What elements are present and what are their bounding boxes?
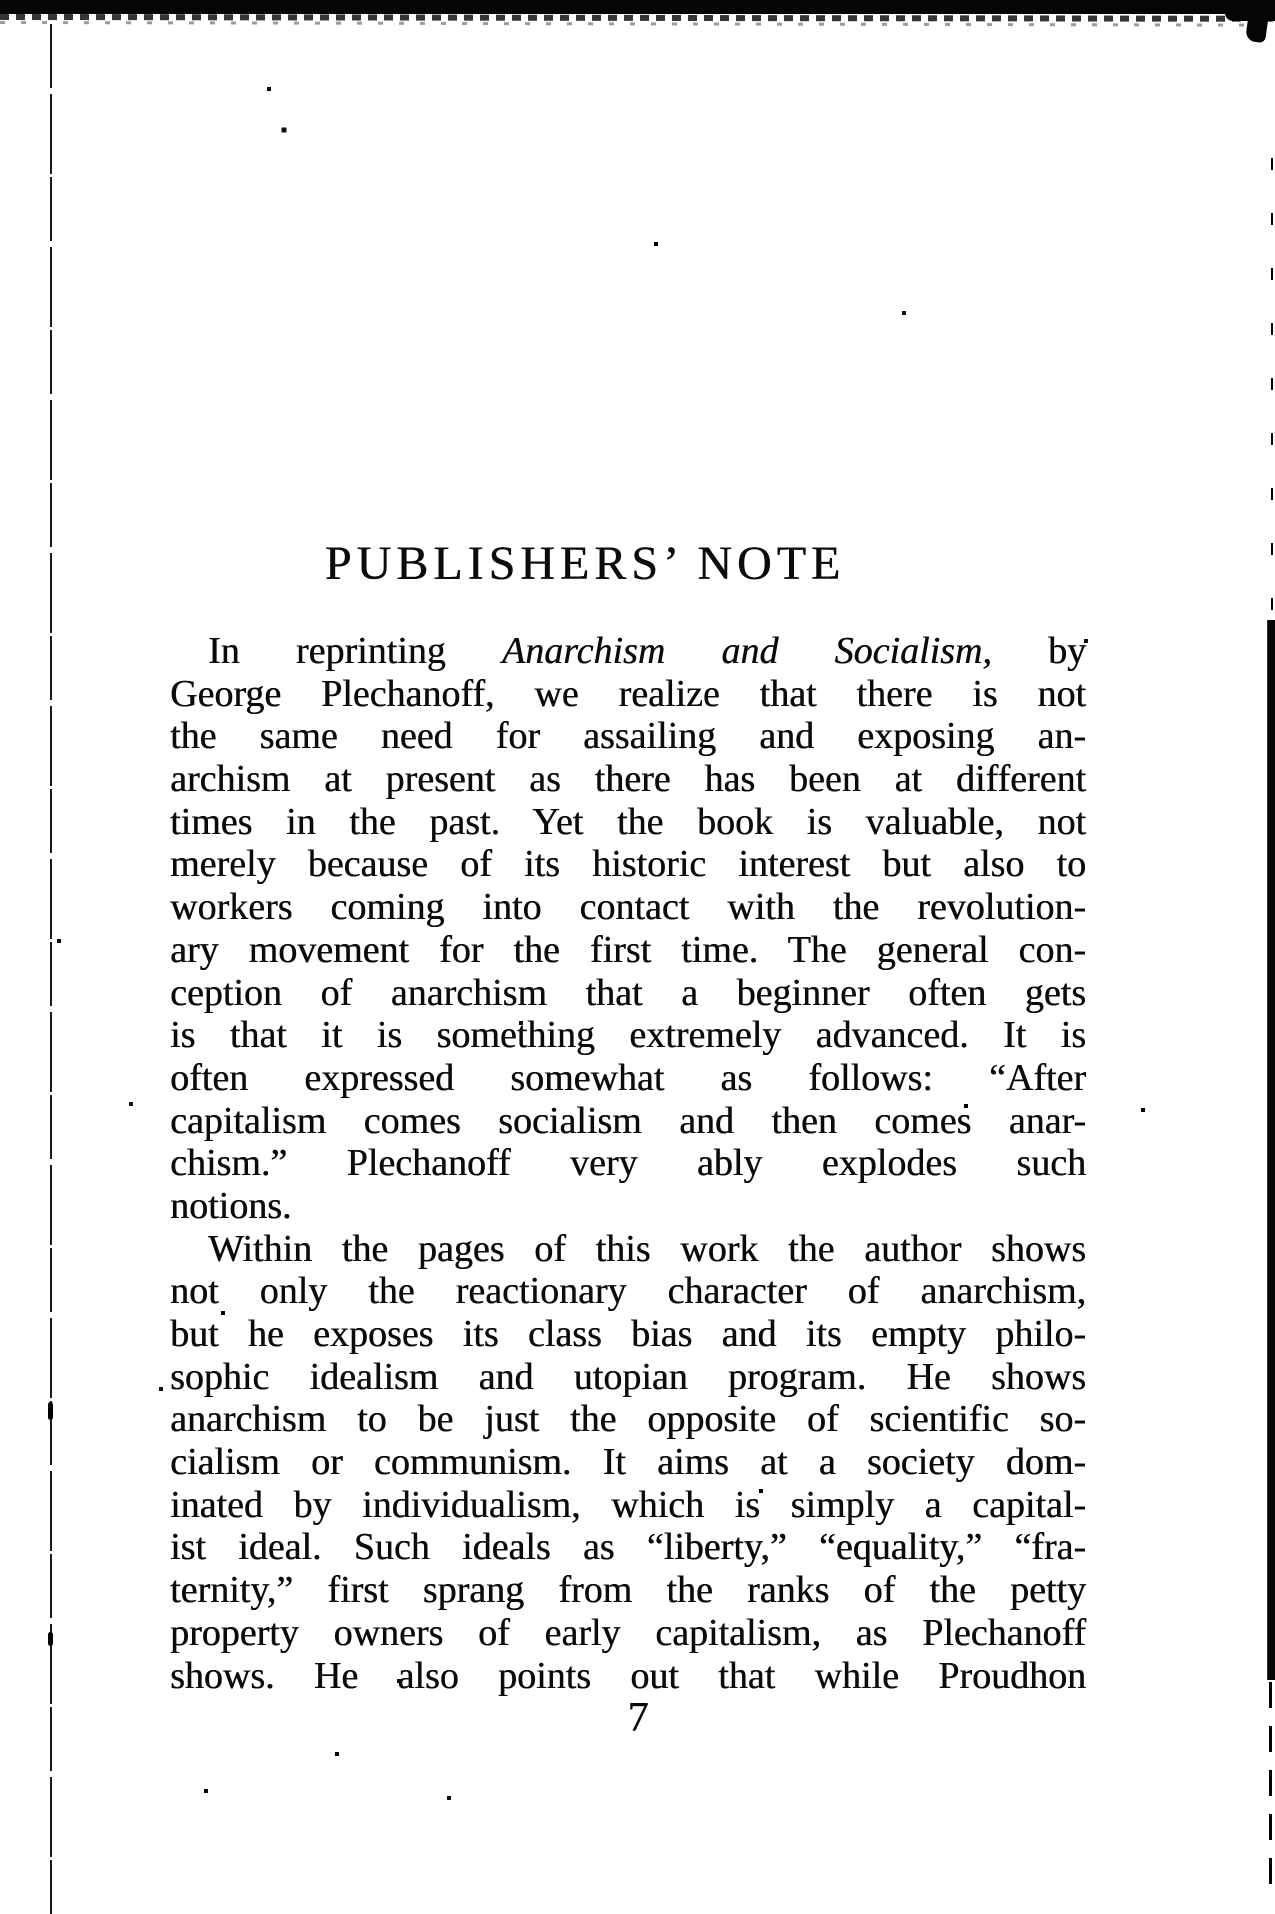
text-line: archism at present as there has been at different — [170, 758, 1086, 801]
text-line: property owners of early capitalism, as Plechanoff — [170, 1611, 1086, 1654]
text-line: ary movement for the first time. The general con- — [170, 928, 1086, 971]
text-line: ception of anarchism that a beginner often gets — [170, 971, 1086, 1014]
scan-artifact-left-margin-line — [50, 24, 52, 1914]
book-title-italic: Anarchism and Socialism, — [501, 630, 992, 672]
text-line: merely because of its historic interest but also to — [170, 843, 1086, 886]
text-line: ternity,” first sprang from the ranks of the petty — [170, 1569, 1086, 1612]
page-number: 7 — [627, 1695, 649, 1741]
scan-artifact-top-fringe-2 — [0, 21, 1275, 27]
page-title: PUBLISHERS’ NOTE — [324, 537, 846, 590]
text-line: sophic idealism and utopian program. He shows — [170, 1355, 1086, 1398]
text-line — [170, 630, 1086, 673]
scan-artifact-left-blob — [48, 1632, 53, 1646]
text-line: workers coming into contact with the revolution- — [170, 886, 1086, 929]
text-line: shows. He also points out that while Proudhon — [170, 1654, 1086, 1697]
text-line: the same need for assailing and exposing an- — [170, 715, 1086, 758]
line-segment: In reprinting — [208, 630, 502, 672]
line-segment: by — [991, 630, 1086, 672]
text-line: times in the past. Yet the book is valuable, not — [170, 800, 1086, 843]
scan-artifact-right-bar — [1267, 620, 1275, 1680]
text-line: inated by individualism, which is simply a capital- — [170, 1483, 1086, 1526]
scan-artifact-left-blob — [48, 1402, 53, 1420]
body-text — [170, 630, 1086, 1697]
text-line: often expressed somewhat as follows: “After — [170, 1056, 1086, 1099]
text-line: cialism or communism. It aims at a society dom- — [170, 1441, 1086, 1484]
scan-artifact-right-dashes — [1269, 1682, 1272, 1902]
text-line: chism.” Plechanoff very ably explodes such — [170, 1142, 1086, 1185]
text-line: but he exposes its class bias and its empty philo- — [170, 1313, 1086, 1355]
text-line: George Plechanoff, we realize that there is not — [170, 672, 1086, 715]
text-line: ist ideal. Such ideals as “liberty,” “equality,” “fra- — [170, 1526, 1086, 1569]
text-line: capitalism comes socialism and then comes anar- — [170, 1099, 1086, 1142]
text-line: notions. — [170, 1184, 292, 1227]
text-line: is that it is something extremely advanced. It is — [170, 1014, 1086, 1057]
text-line: not only the reactionary character of anarchism, — [170, 1270, 1086, 1313]
scan-artifact-top-band — [0, 0, 1275, 14]
scan-noise-specks — [0, 0, 2, 2]
text-line: anarchism to be just the opposite of scientific so- — [170, 1398, 1086, 1441]
scan-artifact-right-dashes — [1271, 158, 1273, 623]
scan-artifact-top-right-tail — [1245, 11, 1269, 43]
text-line: Within the pages of this work the author shows — [208, 1227, 1086, 1270]
